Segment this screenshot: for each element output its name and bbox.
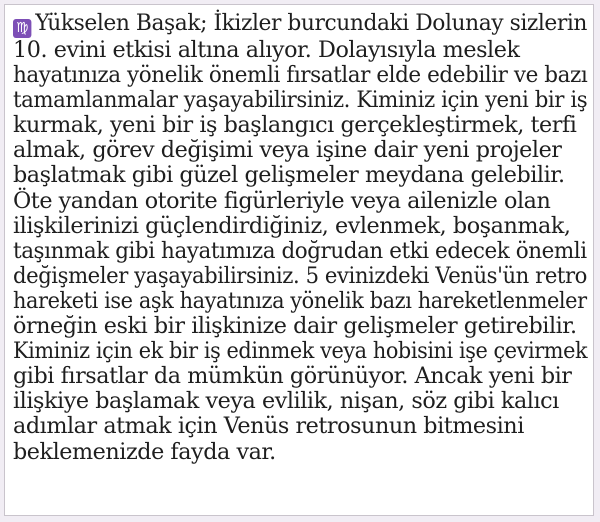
text-line: örneğin eski bir ilişkinize dair gelişmeler getirebilir. [13,313,577,340]
text-line: gibi fırsatlar da mümkün görünüyor. Ancak yeni bir [13,363,572,390]
text-line: ilişkiye başlamak veya evlilik, nişan, söz gibi kalıcı [13,388,559,415]
text-line: Kiminiz için ek bir iş edinmek veya hobisini işe çevirmek [13,338,588,365]
horoscope-card [4,4,594,516]
text-line: hayatınıza yönelik önemli fırsatlar elde edebilir ve bazı [13,62,588,89]
text-line: beklemenizde fayda var. [13,438,276,465]
text-line: ilişkilerinizi güçlendirdiğiniz, evlenmek, boşanmak, [13,212,571,239]
text-line [13,10,587,38]
text-line: Öte yandan otorite figürleriyle veya ailenizle olan [13,187,551,214]
text-line: hareketi ise aşk hayatınıza yönelik bazı hareketlenmeler [13,287,587,314]
text-line: 10. evini etkisi altına alıyor. Dolayısıyla meslek [13,37,520,63]
text-line: tamamlanmalar yaşayabilirsiniz. Kiminiz için yeni bir iş [13,87,588,114]
horoscope-text [13,11,593,465]
text-line: kurmak, yeni bir iş başlangıcı gerçekleştirmek, terfi [13,112,577,139]
text-line: başlatmak gibi güzel gelişmeler meydana gelebilir. [13,162,565,189]
text-line: almak, görev değişimi veya işine dair yeni projeler [13,137,562,164]
text-line: adımlar atmak için Venüs retrosunun bitmesini [13,413,524,440]
text-line-content: Yükselen Başak; İkizler burcundaki Dolunay sizlerin [35,10,587,36]
text-line: taşınmak gibi hayatımıza doğrudan etki edecek önemli [13,237,587,264]
virgo-zodiac-icon: ♍ [13,19,31,38]
text-line: değişmeler yaşayabilirsiniz. 5 evinizdeki Venüs'ün retro [13,262,587,289]
